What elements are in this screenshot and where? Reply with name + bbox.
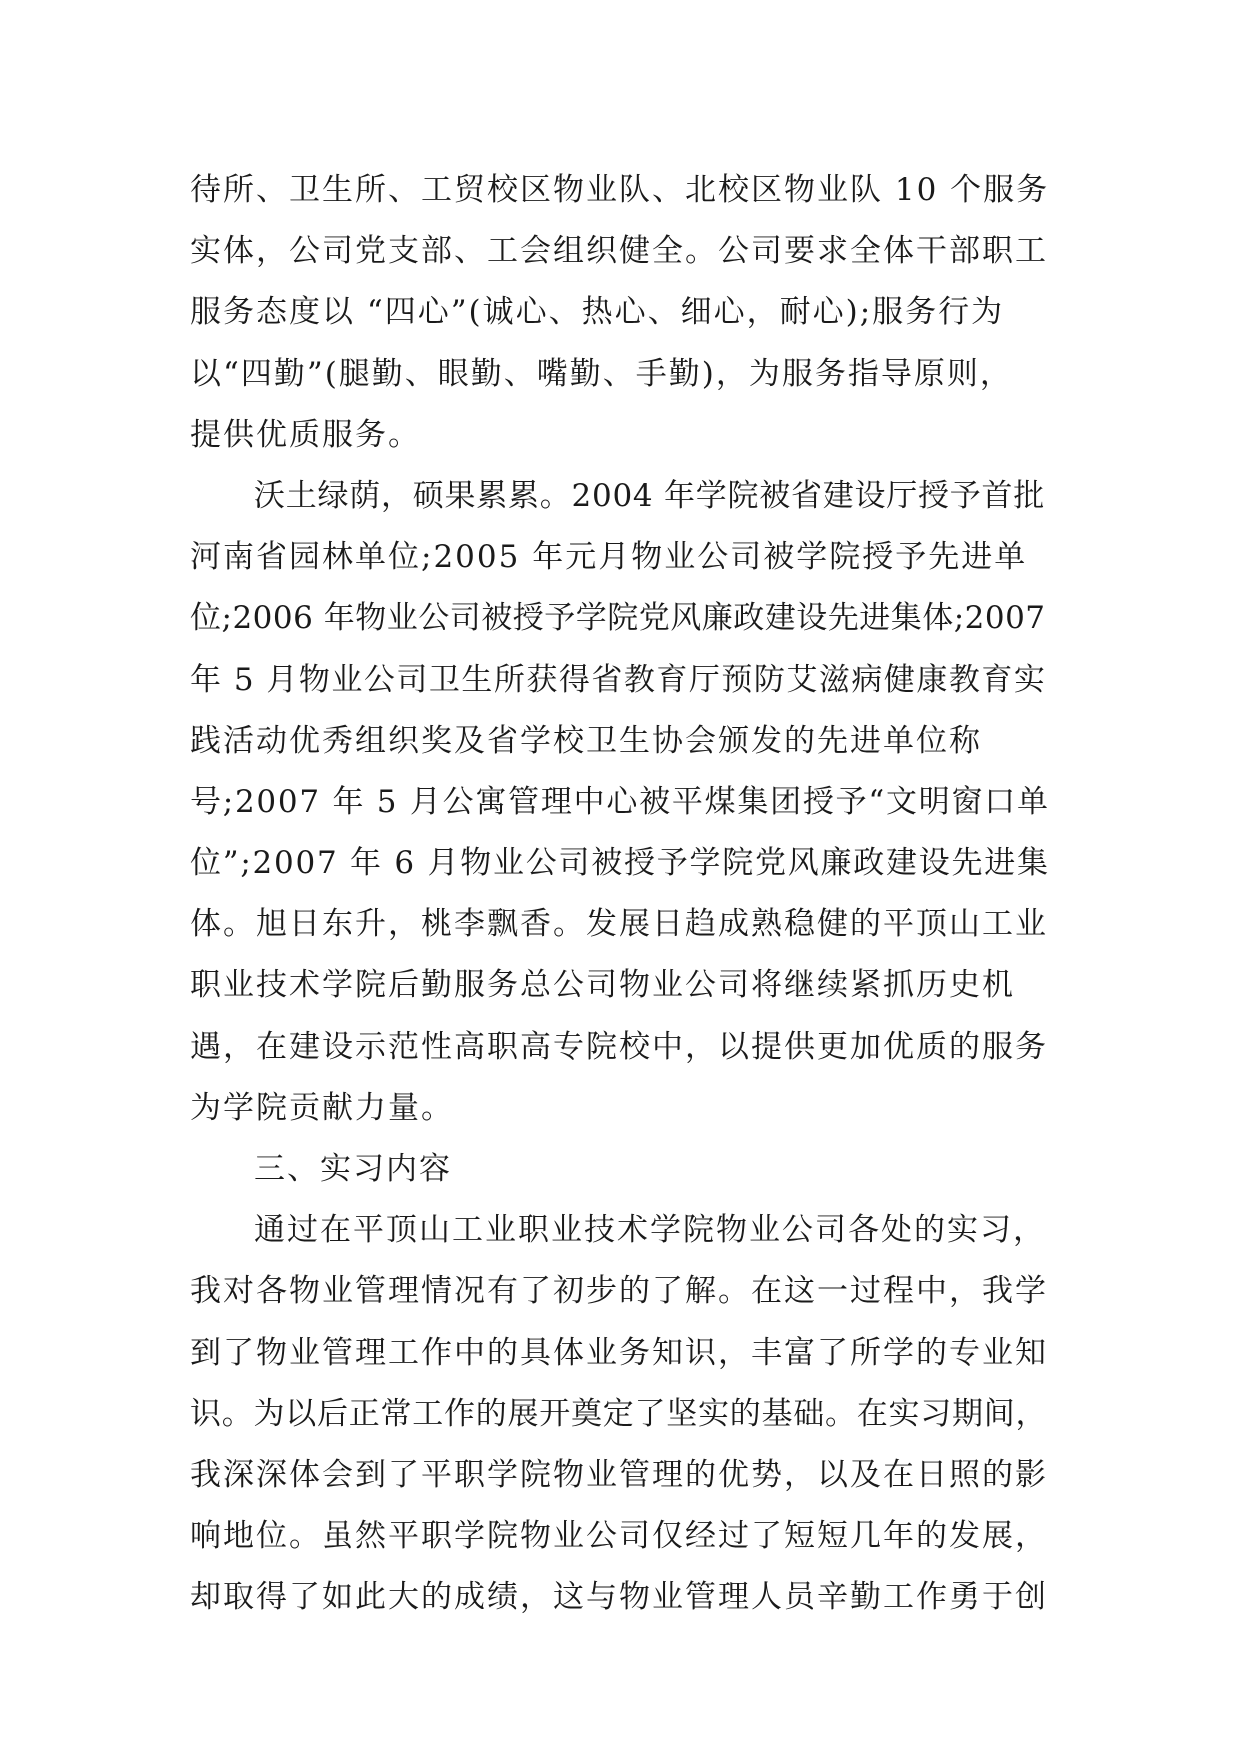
paragraph-first-line: 沃土绿荫，硕果累累。2004 年学院被省建设厅授予首批: [254, 477, 1045, 514]
text-line: 为学院贡献力量。: [190, 1089, 454, 1126]
text-line: 践活动优秀组织奖及省学校卫生协会颁发的先进单位称: [190, 722, 982, 759]
text-line: 到了物业管理工作中的具体业务知识，丰富了所学的专业知: [190, 1334, 1048, 1371]
text-line: 识。为以后正常工作的展开奠定了坚实的基础。在实习期间，: [190, 1395, 1048, 1432]
paragraph-first-line: 通过在平顶山工业职业技术学院物业公司各处的实习，: [254, 1212, 1046, 1249]
text-line: 提供优质服务。: [190, 416, 421, 453]
document-body: [190, 160, 1050, 1629]
text-line: 响地位。虽然平职学院物业公司仅经过了短短几年的发展，: [190, 1518, 1048, 1555]
text-line: 我深深体会到了平职学院物业管理的优势，以及在日照的影: [190, 1456, 1048, 1493]
text-line: 位;2006 年物业公司被授予学院党风廉政建设先进集体;2007: [190, 600, 1046, 637]
text-line: 位”;2007 年 6 月物业公司被授予学院党风廉政建设先进集: [190, 845, 1050, 882]
text-line: 实体，公司党支部、工会组织健全。公司要求全体干部职工: [190, 233, 1048, 270]
text-line: 年 5 月物业公司卫生所获得省教育厅预防艾滋病健康教育实: [190, 661, 1047, 698]
text-line: 待所、卫生所、工贸校区物业队、北校区物业队 10 个服务: [190, 172, 1050, 208]
text-line: 我对各物业管理情况有了初步的了解。在这一过程中，我学: [190, 1273, 1048, 1310]
text-line: 职业技术学院后勤服务总公司物业公司将继续紧抓历史机: [190, 967, 1015, 1004]
paragraph-first-line: 三、实习内容: [254, 1151, 452, 1187]
text-line: 体。旭日东升，桃李飘香。发展日趋成熟稳健的平顶山工业: [190, 906, 1048, 943]
text-line: 以“四勤”(腿勤、眼勤、嘴勤、手勤)，为服务指导原则，: [190, 355, 1013, 392]
text-line: 遇，在建设示范性高职高专院校中，以提供更加优质的服务: [190, 1028, 1048, 1065]
text-line: 服务态度以 “四心”(诚心、热心、细心，耐心);服务行为: [190, 294, 1005, 331]
text-line: 河南省园林单位;2005 年元月物业公司被学院授予先进单: [190, 539, 1028, 576]
text-line: 却取得了如此大的成绩，这与物业管理人员辛勤工作勇于创: [190, 1579, 1048, 1616]
text-line: 号;2007 年 5 月公寓管理中心被平煤集团授予“文明窗口单: [190, 783, 1050, 820]
